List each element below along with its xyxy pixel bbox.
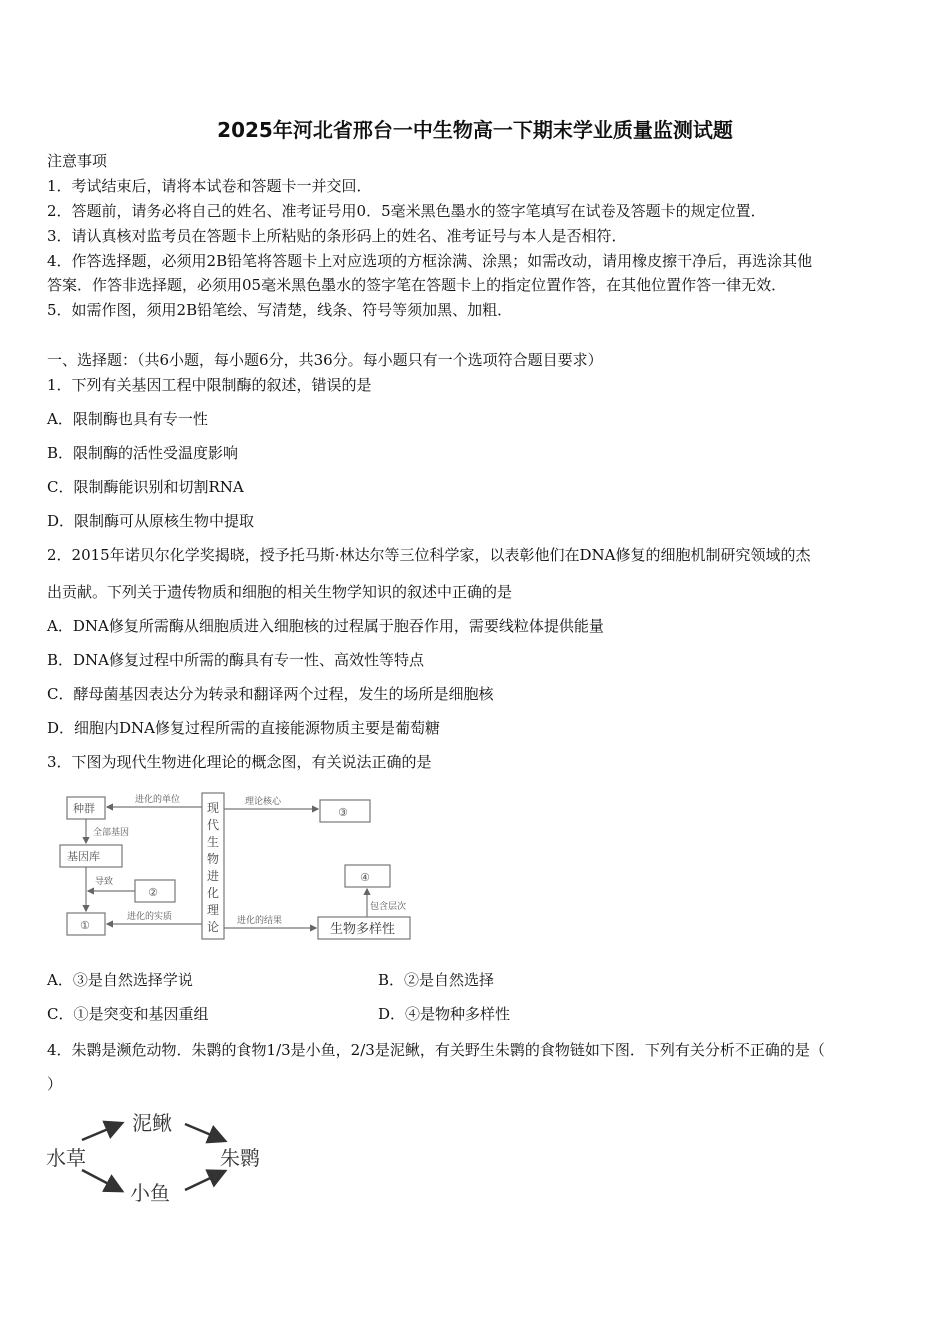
- center-char: 现: [207, 801, 220, 815]
- question-stem: 1．下列有关基因工程中限制酶的叙述，错误的是: [47, 376, 372, 394]
- evolution-concept-diagram: [55, 785, 425, 945]
- question-stem: 2．2015年诺贝尔化学奖揭晓，授予托马斯·林达尔等三位科学家，以表彰他们在DNA修复的细胞机制研究领域的杰: [47, 546, 811, 564]
- node-population: 种群: [73, 802, 95, 815]
- node-gene-pool: 基因库: [67, 850, 100, 863]
- center-char: 物: [207, 852, 220, 866]
- label-levels: 包含层次: [370, 902, 407, 912]
- label-core: 理论核心: [245, 797, 282, 807]
- center-char: 代: [207, 818, 220, 832]
- section-heading: 一、选择题：（共6小题，每小题6分，共36分。每小题只有一个选项符合题目要求）: [47, 351, 603, 369]
- center-char: 化: [207, 886, 220, 900]
- option: C．限制酶能识别和切割RNA: [47, 478, 244, 496]
- node-1: ①: [80, 919, 90, 932]
- node-4: ④: [360, 871, 370, 884]
- question-stem: 3．下图为现代生物进化理论的概念图，有关说法正确的是: [47, 753, 432, 771]
- node-ibis: 朱鹮: [220, 1146, 260, 1170]
- option: B．②是自然选择: [378, 971, 495, 989]
- notice-item: 2．答题前，请务必将自己的姓名、准考证号用0．5毫米黑色墨水的签字笔填写在试卷及答题卡的规定位置．: [47, 202, 766, 220]
- option: A．DNA修复所需酶从细胞质进入细胞核的过程属于胞吞作用，需要线粒体提供能量: [47, 617, 604, 635]
- label-all-genes: 全部基因: [93, 828, 130, 838]
- option: B．限制酶的活性受温度影响: [47, 444, 239, 462]
- label-essence: 进化的实质: [127, 912, 173, 922]
- notice-item: 5．如需作图，须用2B铅笔绘、写清楚，线条、符号等须加黑、加粗．: [47, 301, 513, 319]
- notice-item: 1．考试结束后，请将本试卷和答题卡一并交回．: [47, 177, 372, 195]
- node-small-fish: 小鱼: [130, 1181, 170, 1205]
- option: D．细胞内DNA修复过程所需的直接能源物质主要是葡萄糖: [47, 719, 441, 737]
- label-result: 进化的结果: [237, 916, 283, 926]
- question-stem: 出贡献。下列关于遗传物质和细胞的相关生物学知识的叙述中正确的是: [47, 583, 513, 601]
- question-stem: ）: [47, 1075, 63, 1093]
- node-water-plant: 水草: [46, 1146, 86, 1170]
- center-char: 理: [207, 903, 220, 917]
- label-unit: 进化的单位: [135, 795, 181, 805]
- center-char: 论: [207, 920, 220, 934]
- node-loach: 泥鳅: [132, 1111, 172, 1135]
- center-char: 生: [207, 835, 220, 849]
- option: B．DNA修复过程中所需的酶具有专一性、高效性等特点: [47, 651, 425, 669]
- option: D．限制酶可从原核生物中提取: [47, 512, 255, 530]
- notice-item: 3．请认真核对监考员在答题卡上所粘贴的条形码上的姓名、准考证号与本人是否相符．: [47, 227, 627, 245]
- node-3: ③: [338, 806, 348, 819]
- page-title: 2025年河北省邢台一中生物高一下期末学业质量监测试题: [217, 118, 733, 142]
- option: C．①是突变和基因重组: [47, 1005, 209, 1023]
- option: A．③是自然选择学说: [47, 971, 193, 989]
- question-stem: 4．朱鹮是濒危动物．朱鹮的食物1/3是小鱼，2/3是泥鳅，有关野生朱鹮的食物链如下图．下列有关分析不正确的是（: [47, 1041, 825, 1059]
- label-lead: 导致: [95, 877, 114, 887]
- notice-item: 答案．作答非选择题，必须用05毫米黑色墨水的签字笔在答题卡上的指定位置作答，在其他位置作答一律无效．: [47, 276, 787, 294]
- food-chain-diagram: [40, 1100, 280, 1210]
- node-diversity: 生物多样性: [330, 922, 396, 937]
- option: C．酵母菌基因表达分为转录和翻译两个过程，发生的场所是细胞核: [47, 685, 494, 703]
- option: D．④是物种多样性: [378, 1005, 511, 1023]
- notice-heading: 注意事项: [47, 152, 108, 170]
- notice-item: 4．作答选择题，必须用2B铅笔将答题卡上对应选项的方框涂满、涂黑；如需改动，请用橡皮擦干净后，再选涂其他: [47, 252, 813, 270]
- center-char: 进: [207, 869, 220, 883]
- option: A．限制酶也具有专一性: [47, 410, 208, 428]
- node-2: ②: [148, 886, 158, 899]
